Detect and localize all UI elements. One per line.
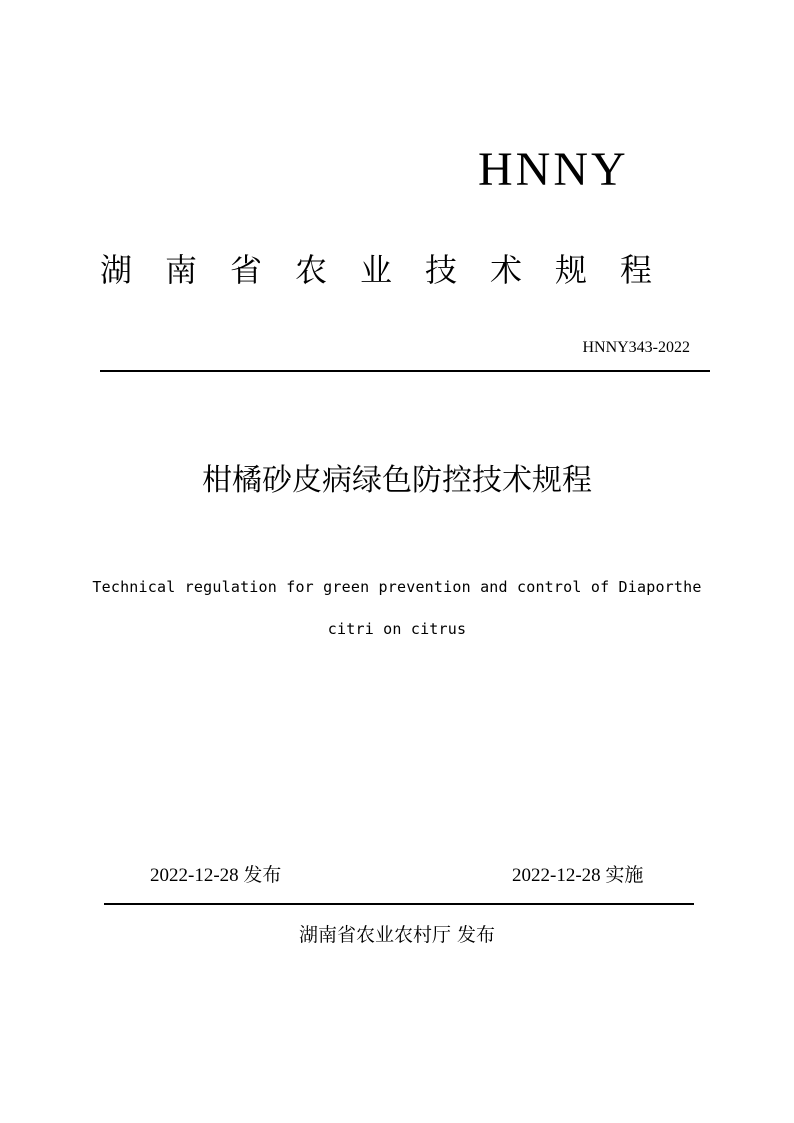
english-title-line-1: Technical regulation for green prevention and control of Diaporthe (92, 578, 702, 596)
bottom-divider (104, 903, 694, 905)
english-title-line-2: citri on citrus (327, 620, 467, 638)
document-title-english (90, 566, 704, 650)
implement-date: 2022-12-28 实施 (512, 865, 644, 886)
issuing-authority: 湖南省农业农村厅 发布 (298, 924, 496, 946)
series-title: 湖南省农业技术规程 (100, 251, 686, 289)
top-divider (100, 370, 710, 372)
publish-date: 2022-12-28 发布 (150, 865, 282, 886)
standard-number: HNNY343-2022 (582, 339, 690, 356)
standard-logo: HNNY (478, 143, 629, 196)
document-title-chinese: 柑橘砂皮病绿色防控技术规程 (202, 463, 592, 498)
